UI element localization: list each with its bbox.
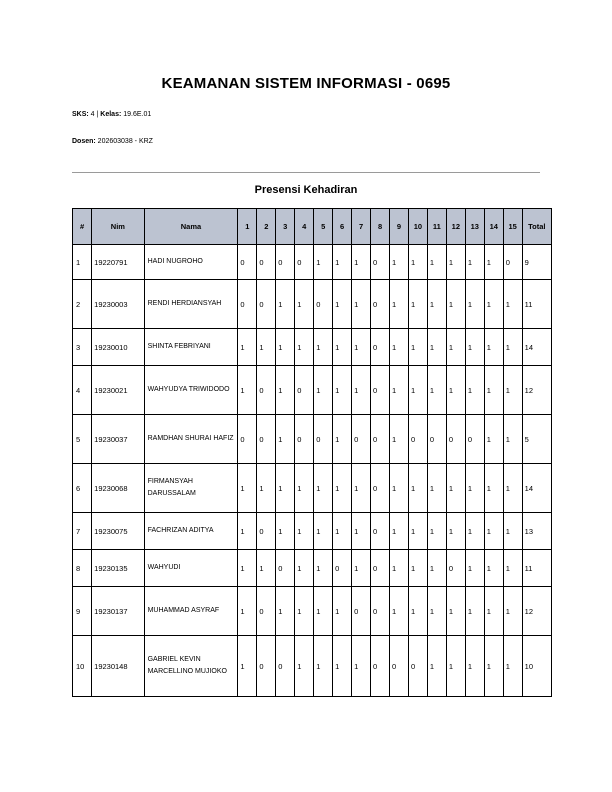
- attendance-cell: 1: [503, 587, 522, 636]
- column-header: #: [73, 209, 92, 245]
- total-cell: 5: [522, 415, 551, 464]
- row-number-cell: 4: [73, 366, 92, 415]
- attendance-cell: 1: [295, 513, 314, 550]
- attendance-cell: 0: [295, 366, 314, 415]
- attendance-table: [72, 208, 552, 697]
- attendance-cell: 0: [295, 245, 314, 280]
- nama-cell: SHINTA FEBRIYANI: [144, 329, 238, 366]
- column-header: 3: [276, 209, 295, 245]
- attendance-cell: 1: [295, 464, 314, 513]
- row-number-cell: 5: [73, 415, 92, 464]
- attendance-cell: 1: [503, 636, 522, 697]
- attendance-cell: 1: [352, 550, 371, 587]
- table-row: [73, 464, 552, 513]
- attendance-cell: 0: [257, 636, 276, 697]
- dosen-label: Dosen:: [72, 138, 96, 145]
- attendance-cell: 1: [446, 513, 465, 550]
- attendance-cell: 1: [503, 280, 522, 329]
- attendance-cell: 1: [427, 550, 446, 587]
- attendance-cell: 1: [484, 415, 503, 464]
- attendance-cell: 1: [333, 636, 352, 697]
- attendance-cell: 1: [238, 636, 257, 697]
- total-cell: 11: [522, 280, 551, 329]
- nama-cell: WAHYUDYA TRIWIDODO: [144, 366, 238, 415]
- attendance-cell: 1: [333, 415, 352, 464]
- attendance-cell: 1: [295, 550, 314, 587]
- attendance-cell: 0: [371, 464, 390, 513]
- attendance-cell: 1: [333, 366, 352, 415]
- attendance-cell: 1: [446, 329, 465, 366]
- attendance-cell: 0: [238, 245, 257, 280]
- row-number-cell: 9: [73, 587, 92, 636]
- total-cell: 11: [522, 550, 551, 587]
- row-number-cell: 8: [73, 550, 92, 587]
- attendance-cell: 1: [503, 415, 522, 464]
- attendance-cell: 0: [295, 415, 314, 464]
- nama-cell: GABRIEL KEVIN MARCELLINO MUJIOKO: [144, 636, 238, 697]
- attendance-cell: 1: [446, 636, 465, 697]
- attendance-cell: 1: [465, 329, 484, 366]
- attendance-cell: 1: [427, 464, 446, 513]
- attendance-cell: 1: [484, 550, 503, 587]
- attendance-cell: 1: [314, 366, 333, 415]
- total-cell: 14: [522, 464, 551, 513]
- attendance-cell: 1: [465, 587, 484, 636]
- row-number-cell: 10: [73, 636, 92, 697]
- attendance-cell: 1: [465, 513, 484, 550]
- nim-cell: 19230068: [92, 464, 144, 513]
- attendance-cell: 1: [408, 366, 427, 415]
- attendance-cell: 0: [276, 245, 295, 280]
- attendance-cell: 1: [484, 464, 503, 513]
- table-row: [73, 550, 552, 587]
- table-body: [73, 245, 552, 697]
- attendance-cell: 1: [333, 329, 352, 366]
- attendance-cell: 1: [238, 513, 257, 550]
- attendance-cell: 0: [257, 280, 276, 329]
- row-number-cell: 3: [73, 329, 92, 366]
- attendance-cell: 1: [333, 587, 352, 636]
- column-header: Nama: [144, 209, 238, 245]
- attendance-cell: 1: [465, 280, 484, 329]
- attendance-cell: 1: [465, 636, 484, 697]
- attendance-cell: 0: [446, 415, 465, 464]
- attendance-cell: 1: [465, 550, 484, 587]
- attendance-cell: 1: [238, 329, 257, 366]
- column-header: Total: [522, 209, 551, 245]
- table-row: [73, 415, 552, 464]
- divider: [72, 172, 540, 173]
- attendance-cell: 1: [314, 587, 333, 636]
- attendance-cell: 1: [408, 550, 427, 587]
- row-number-cell: 7: [73, 513, 92, 550]
- attendance-cell: 0: [333, 550, 352, 587]
- attendance-cell: 1: [390, 415, 409, 464]
- attendance-cell: 1: [314, 636, 333, 697]
- attendance-cell: 0: [257, 245, 276, 280]
- attendance-cell: 1: [390, 280, 409, 329]
- nama-cell: FIRMANSYAH DARUSSALAM: [144, 464, 238, 513]
- attendance-cell: 0: [408, 636, 427, 697]
- attendance-cell: 1: [276, 415, 295, 464]
- attendance-cell: 1: [238, 464, 257, 513]
- attendance-cell: 0: [314, 415, 333, 464]
- attendance-cell: 1: [484, 587, 503, 636]
- sks-label: SKS:: [72, 111, 89, 118]
- attendance-cell: 0: [371, 245, 390, 280]
- attendance-cell: 1: [503, 464, 522, 513]
- attendance-cell: 0: [503, 245, 522, 280]
- attendance-cell: 1: [390, 366, 409, 415]
- attendance-cell: 0: [257, 587, 276, 636]
- attendance-cell: 1: [427, 245, 446, 280]
- attendance-cell: 1: [314, 245, 333, 280]
- attendance-cell: 1: [390, 550, 409, 587]
- total-cell: 14: [522, 329, 551, 366]
- attendance-cell: 1: [408, 464, 427, 513]
- attendance-cell: 0: [238, 415, 257, 464]
- nama-cell: RAMDHAN SHURAI HAFIZ: [144, 415, 238, 464]
- attendance-cell: 0: [352, 415, 371, 464]
- column-header: 9: [390, 209, 409, 245]
- attendance-cell: 1: [314, 513, 333, 550]
- attendance-cell: 1: [427, 329, 446, 366]
- attendance-cell: 1: [352, 329, 371, 366]
- attendance-cell: 0: [446, 550, 465, 587]
- nim-cell: 19230010: [92, 329, 144, 366]
- column-header: 14: [484, 209, 503, 245]
- column-header: 1: [238, 209, 257, 245]
- total-cell: 9: [522, 245, 551, 280]
- attendance-cell: 1: [408, 587, 427, 636]
- attendance-cell: 1: [408, 513, 427, 550]
- attendance-cell: 0: [257, 415, 276, 464]
- attendance-cell: 0: [371, 366, 390, 415]
- nim-cell: 19230003: [92, 280, 144, 329]
- attendance-cell: 1: [314, 550, 333, 587]
- attendance-cell: 1: [446, 280, 465, 329]
- table-header-row: [73, 209, 552, 245]
- kelas-label: Kelas:: [100, 111, 122, 118]
- attendance-cell: 1: [238, 366, 257, 415]
- attendance-cell: 0: [371, 415, 390, 464]
- attendance-cell: 1: [484, 245, 503, 280]
- attendance-cell: 0: [371, 636, 390, 697]
- attendance-cell: 1: [484, 513, 503, 550]
- attendance-cell: 1: [276, 513, 295, 550]
- total-cell: 13: [522, 513, 551, 550]
- section-title: Presensi Kehadiran: [254, 184, 358, 196]
- attendance-cell: 0: [408, 415, 427, 464]
- attendance-cell: 1: [276, 464, 295, 513]
- nama-cell: RENDI HERDIANSYAH: [144, 280, 238, 329]
- column-header: 13: [465, 209, 484, 245]
- attendance-cell: 1: [333, 513, 352, 550]
- table-row: [73, 366, 552, 415]
- column-header: 6: [333, 209, 352, 245]
- table-row: [73, 513, 552, 550]
- attendance-cell: 1: [427, 280, 446, 329]
- attendance-cell: 0: [257, 366, 276, 415]
- column-header: 10: [408, 209, 427, 245]
- table-row: [73, 245, 552, 280]
- attendance-cell: 0: [257, 513, 276, 550]
- attendance-cell: 1: [484, 366, 503, 415]
- attendance-cell: 0: [371, 280, 390, 329]
- attendance-cell: 1: [295, 587, 314, 636]
- attendance-cell: 1: [390, 587, 409, 636]
- attendance-cell: 1: [333, 464, 352, 513]
- attendance-cell: 1: [408, 280, 427, 329]
- attendance-cell: 0: [371, 329, 390, 366]
- attendance-cell: 1: [352, 245, 371, 280]
- table-row: [73, 636, 552, 697]
- column-header: Nim: [92, 209, 144, 245]
- nama-cell: HADI NUGROHO: [144, 245, 238, 280]
- attendance-cell: 1: [295, 636, 314, 697]
- attendance-cell: 1: [427, 366, 446, 415]
- attendance-cell: 1: [276, 329, 295, 366]
- attendance-cell: 0: [276, 636, 295, 697]
- nim-cell: 19230135: [92, 550, 144, 587]
- attendance-cell: 1: [238, 550, 257, 587]
- dosen-value: 202603038 - KRZ: [95, 138, 153, 145]
- nama-cell: FACHRIZAN ADITYA: [144, 513, 238, 550]
- total-cell: 12: [522, 366, 551, 415]
- attendance-cell: 1: [352, 636, 371, 697]
- attendance-cell: 1: [408, 245, 427, 280]
- attendance-cell: 1: [503, 366, 522, 415]
- attendance-cell: 1: [314, 329, 333, 366]
- row-number-cell: 6: [73, 464, 92, 513]
- sks-value: 4 |: [88, 111, 101, 118]
- attendance-cell: 0: [371, 587, 390, 636]
- lecturer-info: [72, 138, 153, 145]
- table-row: [73, 587, 552, 636]
- attendance-cell: 1: [295, 329, 314, 366]
- nim-cell: 19230148: [92, 636, 144, 697]
- attendance-cell: 1: [446, 245, 465, 280]
- attendance-cell: 1: [390, 329, 409, 366]
- nama-cell: MUHAMMAD ASYRAF: [144, 587, 238, 636]
- kelas-value: 19.6E.01: [121, 111, 152, 118]
- table-row: [73, 329, 552, 366]
- attendance-cell: 1: [465, 366, 484, 415]
- attendance-cell: 1: [352, 366, 371, 415]
- document-title: KEAMANAN SISTEM INFORMASI - 0695: [161, 75, 451, 92]
- row-number-cell: 2: [73, 280, 92, 329]
- attendance-cell: 1: [333, 280, 352, 329]
- attendance-cell: 1: [427, 636, 446, 697]
- attendance-cell: 0: [276, 550, 295, 587]
- attendance-cell: 1: [257, 550, 276, 587]
- attendance-cell: 1: [446, 464, 465, 513]
- attendance-cell: 1: [390, 245, 409, 280]
- attendance-cell: 1: [352, 513, 371, 550]
- attendance-cell: 1: [408, 329, 427, 366]
- row-number-cell: 1: [73, 245, 92, 280]
- attendance-cell: 1: [390, 513, 409, 550]
- attendance-cell: 1: [503, 513, 522, 550]
- nim-cell: 19230137: [92, 587, 144, 636]
- attendance-cell: 1: [484, 636, 503, 697]
- nim-cell: 19220791: [92, 245, 144, 280]
- attendance-cell: 0: [371, 550, 390, 587]
- attendance-cell: 0: [465, 415, 484, 464]
- total-cell: 10: [522, 636, 551, 697]
- attendance-cell: 1: [333, 245, 352, 280]
- nama-cell: WAHYUDI: [144, 550, 238, 587]
- attendance-cell: 1: [276, 587, 295, 636]
- attendance-cell: 1: [484, 280, 503, 329]
- table-row: [73, 280, 552, 329]
- attendance-cell: 1: [276, 280, 295, 329]
- column-header: 2: [257, 209, 276, 245]
- course-info: [72, 111, 151, 118]
- column-header: 8: [371, 209, 390, 245]
- attendance-cell: 0: [352, 587, 371, 636]
- attendance-cell: 1: [503, 550, 522, 587]
- nim-cell: 19230037: [92, 415, 144, 464]
- attendance-cell: 1: [465, 464, 484, 513]
- attendance-cell: 1: [352, 280, 371, 329]
- attendance-cell: 1: [427, 587, 446, 636]
- attendance-cell: 1: [295, 280, 314, 329]
- nim-cell: 19230075: [92, 513, 144, 550]
- column-header: 12: [446, 209, 465, 245]
- attendance-cell: 1: [352, 464, 371, 513]
- attendance-cell: 0: [314, 280, 333, 329]
- column-header: 7: [352, 209, 371, 245]
- attendance-cell: 1: [257, 464, 276, 513]
- attendance-cell: 1: [503, 329, 522, 366]
- attendance-cell: 1: [276, 366, 295, 415]
- attendance-cell: 0: [238, 280, 257, 329]
- total-cell: 12: [522, 587, 551, 636]
- attendance-cell: 1: [484, 329, 503, 366]
- attendance-cell: 0: [427, 415, 446, 464]
- attendance-cell: 0: [371, 513, 390, 550]
- column-header: 11: [427, 209, 446, 245]
- attendance-cell: 1: [427, 513, 446, 550]
- attendance-cell: 1: [238, 587, 257, 636]
- attendance-cell: 1: [465, 245, 484, 280]
- attendance-cell: 0: [390, 636, 409, 697]
- attendance-cell: 1: [314, 464, 333, 513]
- attendance-cell: 1: [446, 587, 465, 636]
- attendance-cell: 1: [446, 366, 465, 415]
- column-header: 4: [295, 209, 314, 245]
- column-header: 5: [314, 209, 333, 245]
- attendance-cell: 1: [390, 464, 409, 513]
- column-header: 15: [503, 209, 522, 245]
- nim-cell: 19230021: [92, 366, 144, 415]
- attendance-cell: 1: [257, 329, 276, 366]
